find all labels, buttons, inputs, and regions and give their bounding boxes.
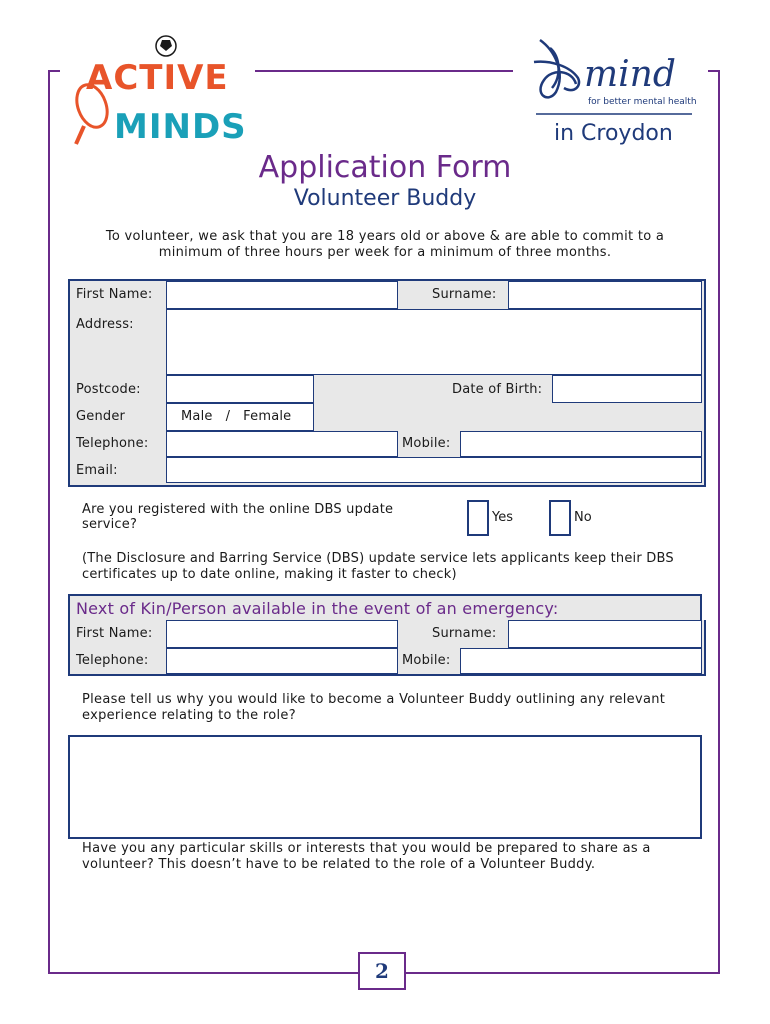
page-number: 2: [358, 952, 406, 990]
page-title: Application Form: [258, 150, 512, 185]
mind-brand-text: mind: [584, 54, 676, 95]
email-input[interactable]: [166, 457, 702, 483]
skills-question: Have you any particular skills or interests that you would be prepared to share as a volunteer? This doesn’t have to be related to the role of a Volunteer Buddy.: [82, 841, 651, 872]
logo-minds-text: MINDS: [114, 107, 247, 147]
dbs-yes-label: Yes: [492, 510, 513, 525]
croydon-text: in Croydon: [554, 121, 673, 146]
personal-details-form: [68, 279, 706, 487]
dbs-no-label: No: [574, 510, 592, 525]
dbs-yes-checkbox[interactable]: [467, 500, 489, 536]
active-minds-logo: [70, 34, 250, 152]
first-name-input[interactable]: [166, 281, 398, 309]
nok-telephone-input[interactable]: [166, 648, 398, 674]
logo-active-text: ACTIVE: [86, 58, 229, 98]
postcode-label: Postcode:: [76, 382, 141, 397]
nok-surname-input[interactable]: [508, 620, 702, 648]
surname-input[interactable]: [508, 281, 702, 309]
frame-bottom-border: [48, 972, 358, 974]
next-of-kin-heading: [68, 594, 702, 620]
nok-telephone-label: Telephone:: [76, 653, 149, 668]
next-of-kin-form: [68, 620, 706, 676]
mind-croydon-logo: [526, 32, 702, 150]
dbs-no-checkbox[interactable]: [549, 500, 571, 536]
mind-tagline: for better mental health: [588, 97, 697, 107]
mobile-label: Mobile:: [402, 436, 451, 451]
dob-input[interactable]: [552, 375, 702, 403]
surname-label: Surname:: [432, 287, 497, 302]
mobile-input[interactable]: [460, 431, 702, 457]
address-input[interactable]: [166, 309, 702, 375]
telephone-label: Telephone:: [76, 436, 149, 451]
dbs-note: (The Disclosure and Barring Service (DBS) update service lets applicants keep their DBS certificates up to date online, making it faster to check): [82, 551, 674, 582]
page-subtitle: Volunteer Buddy: [293, 186, 477, 211]
gender-label: Gender: [76, 409, 126, 424]
frame-top-border: [48, 70, 60, 72]
email-label: Email:: [76, 463, 118, 478]
intro-text: To volunteer, we ask that you are 18 years old or above & are able to commit to a minimum of three hours per week for a minimum of three months.: [105, 229, 665, 260]
gender-options: Male / Female: [181, 409, 292, 424]
nok-mobile-label: Mobile:: [402, 653, 451, 668]
postcode-input[interactable]: [166, 375, 314, 403]
next-of-kin-heading-text: Next of Kin/Person available in the event of an emergency:: [76, 599, 559, 618]
nok-first-name-label: First Name:: [76, 626, 153, 641]
dbs-question: Are you registered with the online DBS update service?: [82, 502, 394, 532]
first-name-label: First Name:: [76, 287, 153, 302]
nok-surname-label: Surname:: [432, 626, 497, 641]
nok-first-name-input[interactable]: [166, 620, 398, 648]
mind-flower-icon: [534, 40, 579, 97]
telephone-input[interactable]: [166, 431, 398, 457]
nok-mobile-input[interactable]: [460, 648, 702, 674]
frame-bottom-border: [406, 972, 720, 974]
gender-field[interactable]: [166, 403, 314, 431]
frame-top-border: [255, 70, 513, 72]
dob-label: Date of Birth:: [452, 382, 543, 397]
address-label: Address:: [76, 317, 134, 332]
frame-top-border: [708, 70, 720, 72]
why-answer-box[interactable]: [68, 735, 702, 839]
why-question: Please tell us why you would like to become a Volunteer Buddy outlining any relevant experience relating to the role?: [82, 692, 666, 723]
